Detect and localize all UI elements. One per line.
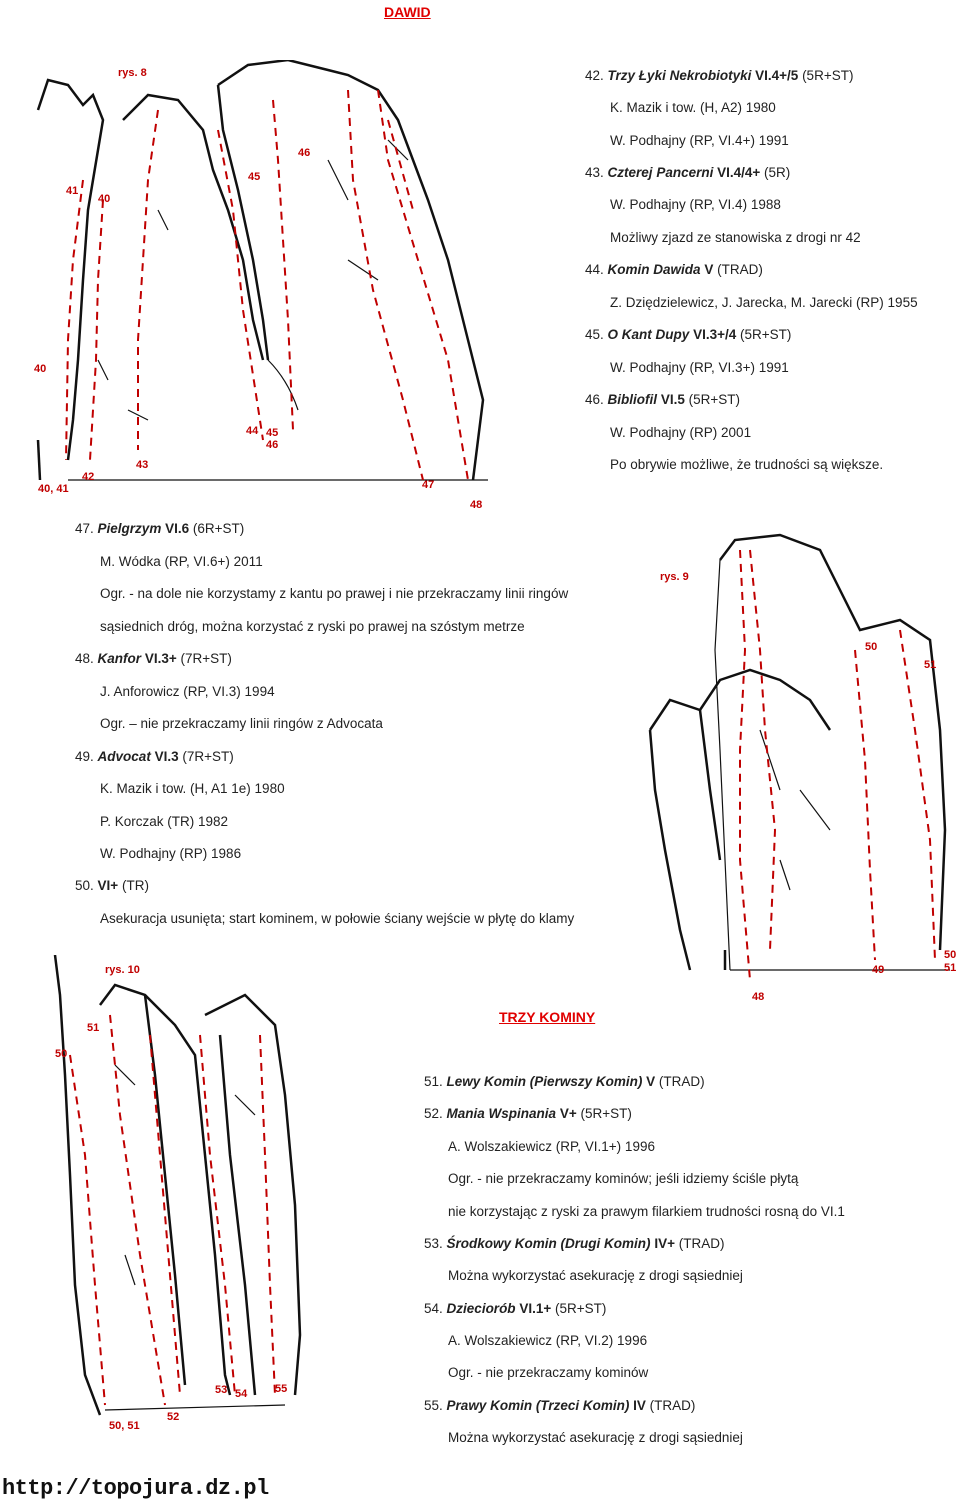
route-grade: VI+ — [97, 878, 119, 893]
route-label: 41 — [66, 185, 79, 197]
route-number: 45. — [585, 327, 604, 342]
route-grade: V — [704, 262, 714, 277]
route-label: 40 — [98, 193, 111, 205]
route-detail: Z. Dziędzielewicz, J. Jarecka, M. Jarecki (RP) 1955 — [610, 295, 918, 310]
route-number: 53. — [424, 1236, 443, 1251]
route-label: 46 — [298, 147, 311, 159]
figure-caption: rys. 8 — [118, 67, 147, 79]
route-detail: A. Wolszakiewicz (RP, VI.2) 1996 — [448, 1333, 648, 1348]
route-label: 48 — [470, 499, 483, 510]
route-label: 53 — [215, 1384, 228, 1396]
route-name: Lewy Komin (Pierwszy Komin) — [446, 1074, 643, 1089]
route-detail: P. Korczak (TR) 1982 — [100, 814, 229, 829]
route-protection: (TRAD) — [717, 262, 763, 277]
route-name: Advocat — [97, 749, 151, 764]
route-50-title — [75, 878, 149, 894]
route-49-title — [75, 749, 234, 765]
route-detail: Ogr. - nie przekraczamy kominów; jeśli idziemy ściśle płytą — [448, 1171, 799, 1186]
route-protection: (TR) — [121, 878, 149, 893]
route-grade: VI.1+ — [519, 1301, 552, 1316]
route-detail: K. Mazik i tow. (H, A1 1e) 1980 — [100, 781, 285, 796]
route-51-title — [424, 1074, 705, 1090]
route-grade: V+ — [559, 1106, 577, 1121]
route-number: 51. — [424, 1074, 443, 1089]
route-protection: (TRAD) — [658, 1074, 705, 1089]
route-protection: (5R+ST) — [580, 1106, 632, 1121]
route-detail: Ogr. – nie przekraczamy linii ringów z Advocata — [100, 716, 383, 731]
route-number: 50. — [75, 878, 94, 893]
section-title-dawid: DAWID — [384, 4, 431, 20]
route-detail: A. Wolszakiewicz (RP, VI.1+) 1996 — [448, 1139, 655, 1154]
route-name: Dzieciorób — [446, 1301, 516, 1316]
footer-url[interactable]: http://topojura.dz.pl — [2, 1476, 269, 1501]
route-protection: (TRAD) — [678, 1236, 725, 1251]
route-detail: Można wykorzystać asekurację z drogi sąsiedniej — [448, 1430, 743, 1445]
route-protection: (5R+ST) — [740, 327, 792, 342]
route-grade: VI.3 — [154, 749, 179, 764]
route-protection: (TRAD) — [649, 1398, 696, 1413]
route-number: 48. — [75, 651, 94, 666]
route-detail: W. Podhajny (RP, VI.4+) 1991 — [610, 133, 789, 148]
route-detail: W. Podhajny (RP) 1986 — [100, 846, 242, 861]
route-42-title — [585, 68, 853, 84]
route-label: 50 — [865, 641, 878, 653]
route-label: 55 — [275, 1383, 288, 1395]
route-grade: VI.3+/4 — [693, 327, 737, 342]
route-label: 51 — [87, 1022, 100, 1034]
route-protection: (7R+ST) — [182, 749, 234, 764]
route-number: 52. — [424, 1106, 443, 1121]
route-label: 51 — [944, 962, 957, 974]
route-label: 52 — [167, 1411, 180, 1423]
route-detail: J. Anforowicz (RP, VI.3) 1994 — [100, 684, 275, 699]
route-47-title — [75, 521, 244, 537]
route-48-title — [75, 651, 232, 667]
route-name: Trzy Łyki Nekrobiotyki — [607, 68, 752, 83]
route-55-title — [424, 1398, 695, 1414]
topo-rys-10 — [45, 955, 315, 1435]
route-label: 40 — [34, 363, 47, 375]
route-label: 50 — [944, 949, 957, 961]
route-grade: IV+ — [654, 1236, 675, 1251]
figure-caption: rys. 10 — [105, 964, 140, 976]
route-detail: W. Podhajny (RP) 2001 — [610, 425, 752, 440]
topo-rys-9 — [640, 530, 960, 1010]
route-name: Prawy Komin (Trzeci Komin) — [446, 1398, 630, 1413]
route-protection: (6R+ST) — [192, 521, 245, 536]
route-label: 42 — [82, 471, 95, 483]
route-46-title — [585, 392, 740, 408]
route-number: 44. — [585, 262, 604, 277]
route-name: Czterej Pancerni — [607, 165, 714, 180]
route-grade: V — [646, 1074, 656, 1089]
route-detail: Ogr. - na dole nie korzystamy z kantu po prawej i nie przekraczamy linii ringów — [100, 586, 569, 601]
route-name: Kanfor — [97, 651, 142, 666]
route-label: 40, 41 — [38, 483, 69, 495]
route-detail: W. Podhajny (RP, VI.4) 1988 — [610, 197, 781, 212]
route-grade: VI.5 — [660, 392, 685, 407]
route-detail: Można wykorzystać asekurację z drogi sąsiedniej — [448, 1268, 743, 1283]
section-title-trzy-kominy: TRZY KOMINY — [499, 1009, 596, 1025]
route-detail: Możliwy zjazd ze stanowiska z drogi nr 42 — [610, 230, 861, 245]
route-name: Mania Wspinania — [446, 1106, 557, 1121]
route-detail: nie korzystając z ryski za prawym filarkiem trudności rosną do VI.1 — [448, 1204, 845, 1219]
route-protection: (5R+ST) — [688, 392, 740, 407]
route-number: 42. — [585, 68, 604, 83]
route-detail: Po obrywie możliwe, że trudności są większe. — [610, 457, 884, 472]
route-label: 46 — [266, 439, 279, 451]
route-label: 47 — [422, 479, 435, 491]
route-name: Pielgrzym — [97, 521, 162, 536]
route-43-title — [585, 165, 790, 181]
route-grade: VI.4+/5 — [755, 68, 799, 83]
route-detail: W. Podhajny (RP, VI.3+) 1991 — [610, 360, 789, 375]
route-protection: (5R+ST) — [802, 68, 854, 83]
route-52-title — [424, 1106, 632, 1122]
route-number: 43. — [585, 165, 604, 180]
route-number: 46. — [585, 392, 604, 407]
route-label: 44 — [246, 425, 259, 437]
route-label: 54 — [235, 1388, 248, 1400]
figure-caption: rys. 9 — [660, 571, 689, 583]
route-44-title — [585, 262, 763, 278]
route-detail: Ogr. - nie przekraczamy kominów — [448, 1365, 649, 1380]
route-label: 45 — [248, 171, 261, 183]
topo-rys-8 — [28, 60, 498, 510]
route-grade: VI.3+ — [144, 651, 177, 666]
route-label: 43 — [136, 459, 149, 471]
route-protection: (5R) — [764, 165, 791, 180]
route-label: 51 — [924, 659, 937, 671]
route-45-title — [585, 327, 791, 343]
route-detail: sąsiednich dróg, można korzystać z ryski po prawej na szóstym metrze — [100, 619, 525, 634]
route-protection: (7R+ST) — [180, 651, 232, 666]
route-label: 45 — [266, 427, 279, 439]
route-number: 47. — [75, 521, 94, 536]
route-label: 50, 51 — [109, 1420, 140, 1432]
route-protection: (5R+ST) — [555, 1301, 607, 1316]
route-name: Bibliofil — [607, 392, 658, 407]
route-label: 48 — [752, 991, 765, 1003]
route-label: 49 — [872, 964, 885, 976]
route-detail: K. Mazik i tow. (H, A2) 1980 — [610, 100, 776, 115]
route-grade: IV — [633, 1398, 646, 1413]
route-number: 49. — [75, 749, 94, 764]
route-54-title — [424, 1301, 606, 1317]
route-name: Środkowy Komin (Drugi Komin) — [446, 1236, 651, 1251]
route-detail: M. Wódka (RP, VI.6+) 2011 — [100, 554, 263, 569]
route-number: 54. — [424, 1301, 443, 1316]
route-name: O Kant Dupy — [607, 327, 690, 342]
route-number: 55. — [424, 1398, 443, 1413]
route-grade: VI.6 — [165, 521, 190, 536]
route-grade: VI.4/4+ — [717, 165, 761, 180]
route-detail: Asekuracja usunięta; start kominem, w połowie ściany wejście w płytę do klamy — [100, 911, 575, 926]
route-label: 50 — [55, 1048, 68, 1060]
route-53-title — [424, 1236, 724, 1252]
route-name: Komin Dawida — [607, 262, 701, 277]
